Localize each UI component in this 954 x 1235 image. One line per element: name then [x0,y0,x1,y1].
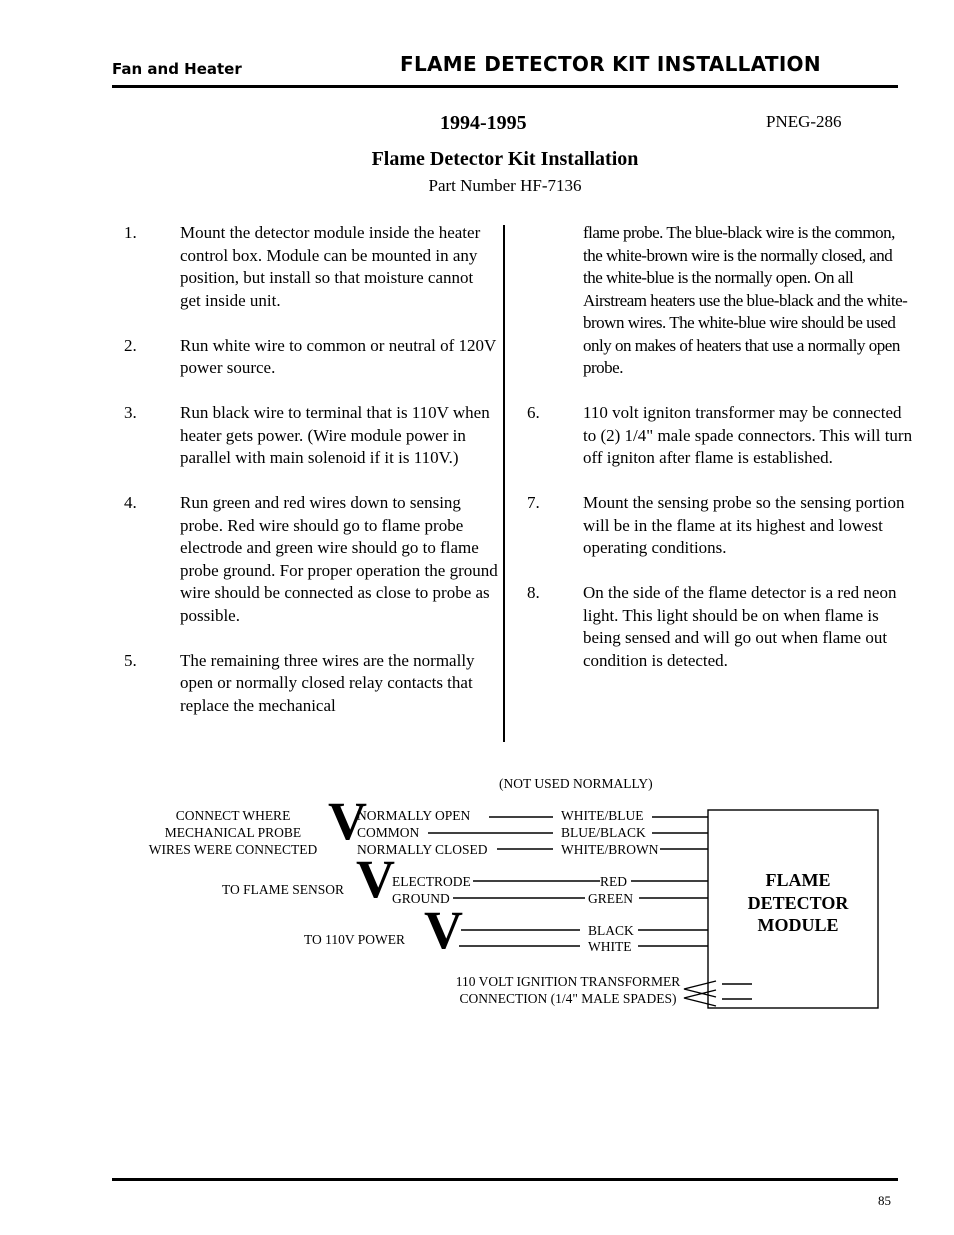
relay-label-line: WIRES WERE CONNECTED [148,842,318,857]
module-label-line: MODULE [757,915,839,935]
module-label-line: FLAME [765,870,831,890]
wire-color-blue-black: BLUE/BLACK [561,825,646,840]
step-text: The remaining three wires are the normally open or normally closed relay contacts that replace the mechanical [180,650,475,715]
module-label-line: DETECTOR [747,892,849,913]
step-number: 7. [527,493,540,512]
probe-ground-label: GROUND [392,891,450,906]
module-label [708,869,888,937]
relay-connection-label [148,807,318,858]
page-heading: FLAME DETECTOR KIT INSTALLATION [400,52,821,76]
step-number: 4. [124,493,137,512]
step-text: Run black wire to terminal that is 110V when heater gets power. (Wire module power in parallel with main solenoid if it is 110V.) [180,403,490,467]
step-number: 3. [124,403,137,422]
document-code: PNEG-286 [766,112,842,131]
section-label: Fan and Heater [112,60,242,78]
step-text: Mount the sensing probe so the sensing portion will be in the flame at its highest and lowest operating conditions. [583,493,905,557]
footer-rule [112,1178,898,1181]
wire-color-green: GREEN [588,891,633,906]
step-number: 2. [124,335,137,355]
step-continuation-text: flame probe. The blue-black wire is the common, the white-brown wire is the normally closed, and the white-blue is the normally open. On all Airstream heaters use the blue-black and the white-brown wires. The white-blue wire should be used only on makes of heaters that use a normally open probe. [583,223,908,377]
flame-sensor-label: TO FLAME SENSOR [222,882,345,897]
transformer-label-line: 110 VOLT IGNITION TRANSFORMER [455,974,681,989]
step-text: 110 volt igniton transformer may be connected to (2) 1/4" male spade connectors. This will turn off igniton after flame is established. [583,403,913,467]
step-number: 5. [124,650,137,670]
relay-label-line: MECHANICAL PROBE [164,825,302,840]
probe-electrode-label: ELECTRODE [392,874,471,889]
wire-color-white-blue: WHITE/BLUE [561,808,644,823]
step-number: 1. [124,223,137,242]
relay-label-line: CONNECT WHERE [175,808,291,823]
step-text: Mount the detector module inside the heater control box. Module can be mounted in any position, but install so that moisture cannot get inside unit. [180,223,481,310]
wire-color-white: WHITE [588,939,632,954]
wire-color-red: RED [600,874,627,889]
not-used-note: (NOT USED NORMALLY) [499,776,653,791]
document-title: Flame Detector Kit Installation [371,148,639,170]
contact-common: COMMON [357,825,420,840]
part-number: Part Number HF-7136 [428,176,582,195]
bracket-glyph-sensor: V [356,849,395,909]
step-text: On the side of the flame detector is a red neon light. This light should be on when flame is being sensed and will go out when flame out condition is detected. [583,583,897,670]
model-years: 1994-1995 [440,112,527,134]
step-number: 6. [527,403,540,422]
transformer-connection-label [440,973,696,1007]
wire-color-black: BLACK [588,923,634,938]
page-number: 85 [878,1193,891,1208]
bracket-glyph-power: V [424,900,463,960]
contact-normally-closed: NORMALLY CLOSED [357,842,488,857]
step-number: 8. [527,583,540,602]
wire-color-white-brown: WHITE/BROWN [561,842,659,857]
transformer-label-line: CONNECTION (1/4" MALE SPADES) [459,991,677,1006]
step-text: Run white wire to common or neutral of 120V power source. [180,335,497,377]
contact-normally-open: NORMALLY OPEN [357,808,471,823]
power-label: TO 110V POWER [304,932,406,947]
step-text: Run green and red wires down to sensing probe. Red wire should go to flame probe electrode and green wire should go to flame probe ground. For proper operation the ground wire should be connected as close to probe as possible. [180,493,498,625]
bracket-glyph-relay: V [328,791,367,851]
